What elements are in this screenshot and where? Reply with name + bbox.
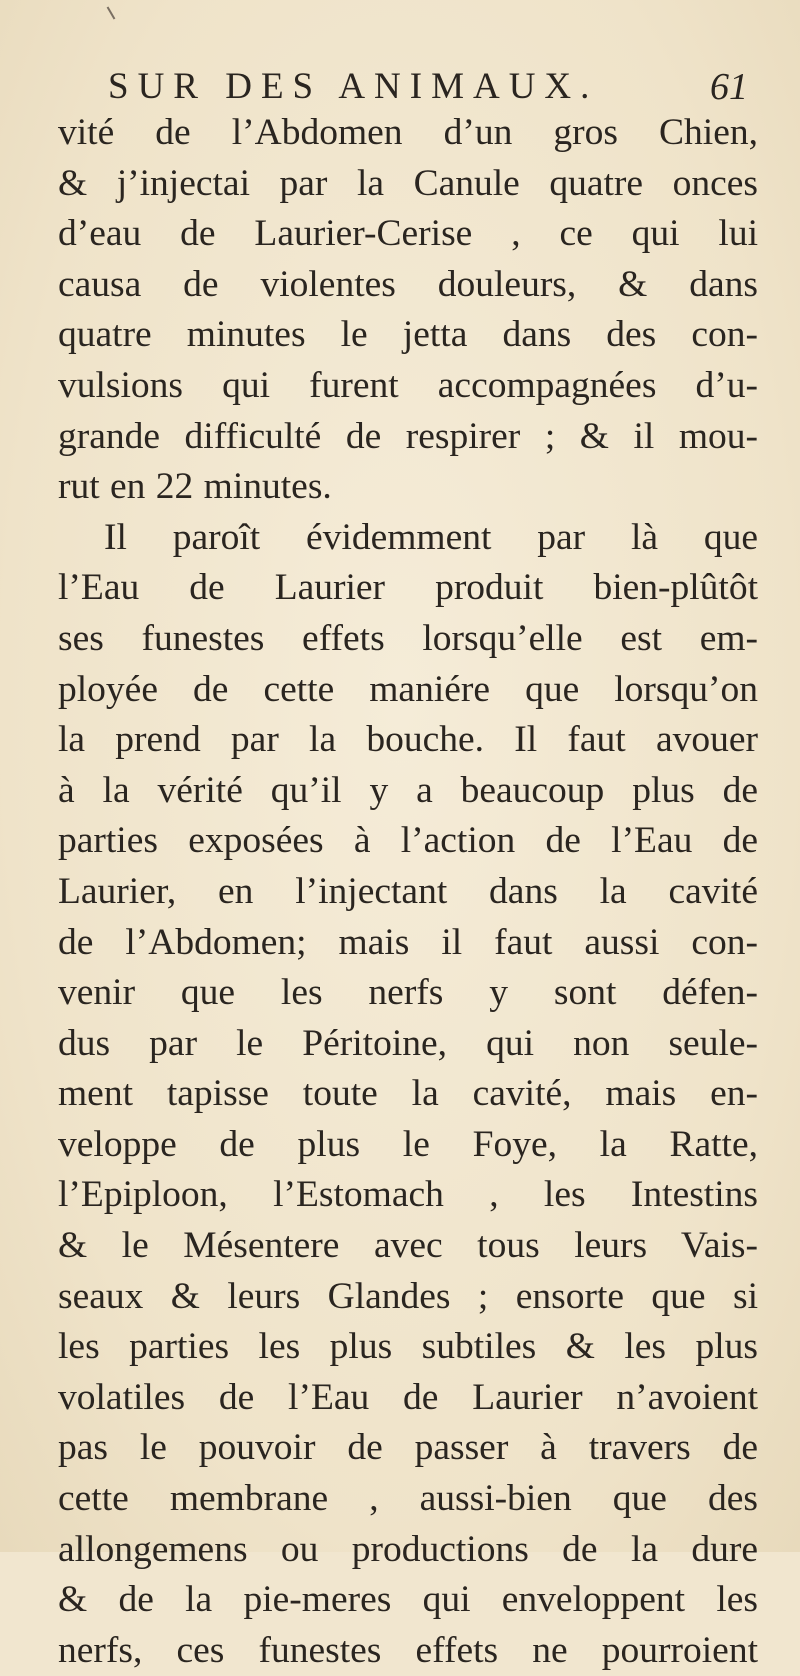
text-line: l’Eau de Laurier produit bien-plûtôt [58, 567, 758, 609]
text-line: & le Mésentere avec tous leurs Vais- [58, 1225, 758, 1267]
text-line: & j’injectai par la Canule quatre onces [58, 162, 758, 204]
text-line: volatiles de l’Eau de Laurier n’avoient [58, 1376, 758, 1418]
text-line: cette membrane , aussi-bien que des [58, 1478, 758, 1520]
text-line: Laurier, en l’injectant dans la cavité [58, 870, 758, 912]
text-line: veloppe de plus le Foye, la Ratte, [58, 1123, 758, 1165]
text-line: nerfs, ces funestes effets ne pourroient [58, 1629, 758, 1671]
text-line: pas le pouvoir de passer à travers de [58, 1427, 758, 1469]
text-line: de l’Abdomen; mais il faut aussi con- [58, 921, 758, 963]
text-line: l’Epiploon, l’Estomach , les Intestins [58, 1174, 758, 1216]
body-text [58, 108, 758, 1676]
text-line: rut en 22 minutes. [58, 466, 332, 508]
page-header [108, 62, 748, 112]
text-line: venir que les nerfs y sont défen- [58, 972, 758, 1014]
text-line: seaux & leurs Glandes ; ensorte que si [58, 1275, 758, 1317]
text-line: causa de violentes douleurs, & dans [58, 263, 758, 305]
text-line: quatre minutes le jetta dans des con- [58, 314, 758, 356]
text-line: ses funestes effets lorsqu’elle est em- [58, 617, 758, 659]
text-line: ployée de cette maniére que lorsqu’on [58, 668, 758, 710]
text-line: & de la pie-meres qui enveloppent les [58, 1579, 758, 1621]
text-line: la prend par la bouche. Il faut avouer [58, 719, 758, 761]
text-line: allongemens ou productions de la dure [58, 1528, 758, 1570]
print-mark [107, 6, 116, 19]
text-line: vulsions qui furent accompagnées d’u- [58, 364, 758, 406]
text-line: à la vérité qu’il y a beaucoup plus de [58, 769, 758, 811]
text-line: les parties les plus subtiles & les plus [58, 1326, 758, 1368]
text-line: vité de l’Abdomen d’un gros Chien, [58, 112, 758, 153]
text-line: Il paroît évidemment par là que [104, 516, 758, 558]
running-title: SUR DES ANIMAUX. [108, 66, 599, 107]
text-line: parties exposées à l’action de l’Eau de [58, 820, 758, 862]
text-line: grande difficulté de respirer ; & il mou- [58, 415, 758, 457]
page-number: 61 [710, 66, 748, 108]
text-line: dus par le Péritoine, qui non seule- [58, 1022, 758, 1064]
text-line: d’eau de Laurier-Cerise , ce qui lui [58, 213, 758, 255]
text-line: ment tapisse toute la cavité, mais en- [58, 1073, 758, 1115]
